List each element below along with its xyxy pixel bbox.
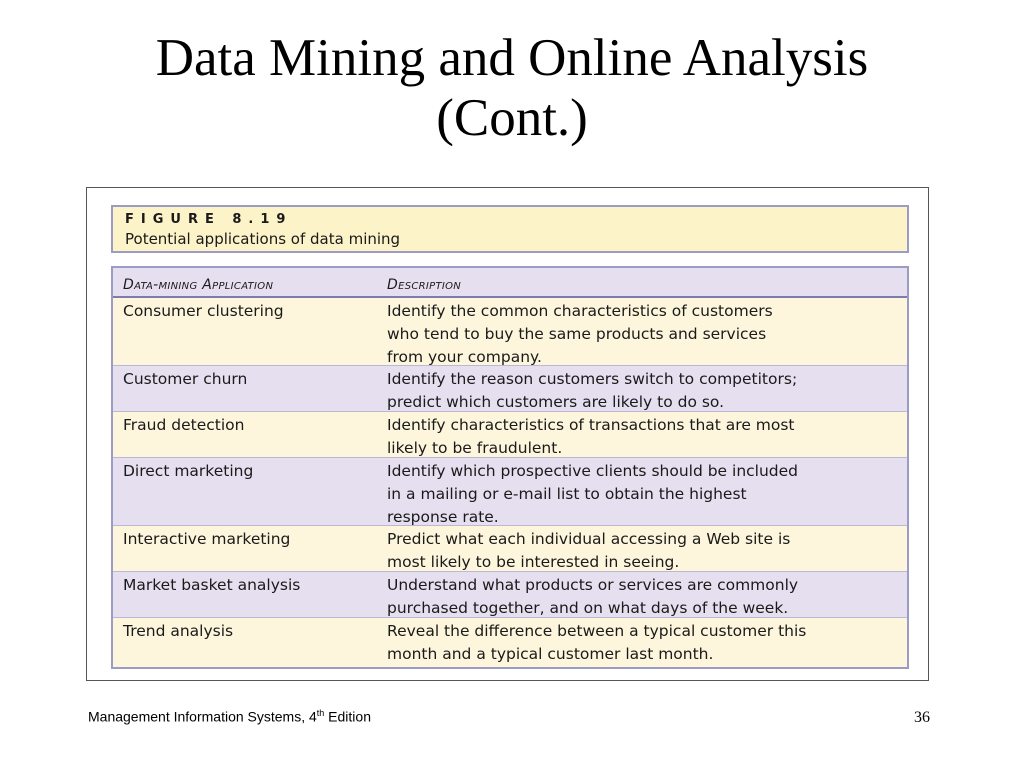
- table-row: [113, 298, 907, 366]
- figure-frame: [86, 187, 929, 681]
- cell-application: Interactive marketing: [123, 530, 291, 548]
- column-header-description: Description: [387, 277, 462, 293]
- cell-application: Trend analysis: [123, 622, 234, 640]
- cell-description: [387, 460, 899, 529]
- description-line: response rate.: [387, 508, 499, 526]
- cell-description: [387, 574, 899, 620]
- description-line: Predict what each individual accessing a Web site is: [387, 530, 791, 548]
- description-line: Reveal the difference between a typical customer this: [387, 622, 807, 640]
- description-line: Identify the reason customers switch to competitors;: [387, 370, 798, 388]
- cell-description: [387, 414, 899, 460]
- footer-text-superscript: th: [316, 708, 325, 718]
- footer-book-title: [88, 708, 371, 725]
- description-line: Identify characteristics of transactions that are most: [387, 416, 795, 434]
- cell-application: Customer churn: [123, 370, 248, 388]
- table-row: [113, 572, 907, 618]
- description-line: who tend to buy the same products and services: [387, 325, 767, 343]
- table-row: [113, 526, 907, 572]
- cell-application: Direct marketing: [123, 462, 254, 480]
- cell-application: Market basket analysis: [123, 576, 301, 594]
- description-line: most likely to be interested in seeing.: [387, 553, 680, 571]
- description-line: Identify which prospective clients should be included: [387, 462, 799, 480]
- description-line: likely to be fraudulent.: [387, 439, 563, 457]
- table-row: [113, 458, 907, 526]
- description-line: Understand what products or services are commonly: [387, 576, 799, 594]
- figure-caption-box: [111, 205, 909, 253]
- column-header-application: Data-mining Application: [123, 277, 274, 293]
- slide-title-line2: (Cont.): [436, 89, 588, 147]
- cell-description: [387, 368, 899, 414]
- footer-text-suffix: Edition: [324, 708, 371, 725]
- footer-text-prefix: Management Information Systems, 4: [88, 708, 317, 725]
- slide-title-line1: Data Mining and Online Analysis: [155, 29, 869, 87]
- description-line: purchased together, and on what days of the week.: [387, 599, 789, 617]
- figure-number: FIGURE 8.19: [125, 212, 293, 227]
- cell-description: [387, 620, 899, 666]
- description-line: Identify the common characteristics of customers: [387, 302, 773, 320]
- table-row: [113, 618, 907, 665]
- slide-title: [0, 28, 1024, 148]
- cell-application: Consumer clustering: [123, 302, 284, 320]
- description-line: month and a typical customer last month.: [387, 645, 714, 663]
- table-header: [113, 268, 907, 298]
- cell-application: Fraud detection: [123, 416, 245, 434]
- figure-caption: Potential applications of data mining: [125, 230, 401, 248]
- cell-description: [387, 528, 899, 574]
- table-row: [113, 412, 907, 458]
- description-line: in a mailing or e-mail list to obtain the highest: [387, 485, 747, 503]
- applications-table: [111, 266, 909, 669]
- page-number: 36: [914, 709, 930, 726]
- description-line: from your company.: [387, 348, 542, 366]
- table-row: [113, 366, 907, 412]
- cell-description: [387, 300, 899, 369]
- description-line: predict which customers are likely to do so.: [387, 393, 725, 411]
